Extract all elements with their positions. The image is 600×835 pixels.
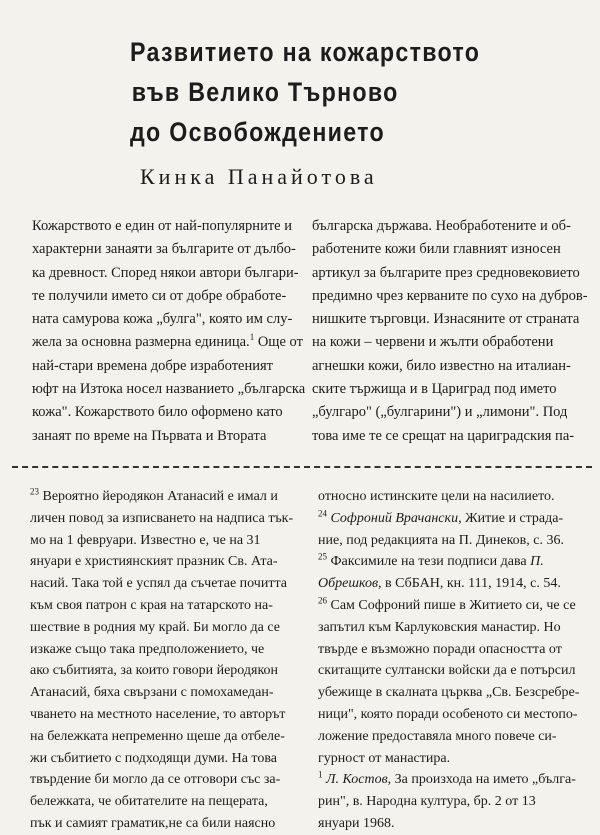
article-author: Кинка Панайотова	[140, 164, 378, 189]
body-line: артикул за българите през средновековието	[312, 264, 580, 281]
body-line: ната самурова кожа „булга", която им слу-	[32, 311, 293, 328]
footnote-line: гурност от манастира.	[318, 750, 451, 766]
footnote-text: Факсимиле на тези подписи дава	[330, 554, 527, 570]
body-line: те получили името си от добре обработе-	[32, 287, 287, 304]
body-line-text: жела за основна размерна единица.	[32, 334, 250, 351]
body-line: българска държава. Необработените и об-	[312, 218, 571, 234]
footnote-line: бележката, че обитателите на пещерата,	[30, 794, 268, 810]
footnote-line: ложение предоставяла много повече си-	[318, 728, 557, 744]
footnote-text: Вероятно йеродякон Атанасий е имал и	[42, 489, 278, 504]
footnote-line	[318, 595, 586, 617]
footnote-line: скитащите султански войски да е потърсил	[318, 663, 576, 679]
body-line: юфт на Изтока носел названието „българска	[32, 381, 306, 398]
title-line-2: във Велико Търново	[131, 77, 399, 107]
body-line: ка древност. Според някои автори българи-	[32, 264, 299, 281]
body-line-text: Още от	[254, 334, 303, 351]
footnote-line: твърде е възможно поради опасността от	[318, 641, 562, 657]
footnote-line: януари 1968.	[318, 815, 395, 831]
body-line: на кожи – червени и жълти обработени	[312, 334, 554, 351]
footnote-line: рин", в. Народна култура, бр. 2 от 13	[318, 794, 536, 810]
footnote-line: запътил към Карлуковския манастир. Но	[318, 619, 561, 635]
footnote-ref: 1	[249, 332, 255, 343]
footnote-line	[318, 551, 586, 573]
footnote-line: ници", която поради особеното си местопо-	[318, 706, 578, 722]
footnote-line: убежище в скалната църква „Св. Безсребре-	[318, 685, 580, 701]
footnote-line	[318, 573, 586, 595]
footnote-line: чването на местното население, то авторът	[30, 706, 286, 722]
body-line: кожа". Кожарството било оформено като	[32, 404, 283, 421]
footnote-text: , Житие и страда-	[458, 510, 564, 526]
body-line: предимно чрез керваните по сухо на дубров-	[312, 287, 588, 304]
footnote-number: 26	[318, 595, 327, 606]
body-line: Кожарството е един от най-популярните и	[32, 218, 292, 234]
footnote-number: 1	[318, 769, 323, 780]
footnote-text: , в СбБАН, кн. 111, 1914, с. 54.	[378, 576, 561, 592]
footnote-line: изкаже също така предположението, че	[30, 641, 265, 657]
footnote-line: ако събитията, за които говори йеродякон	[30, 663, 279, 679]
footnotes-right	[318, 486, 586, 835]
body-column-left	[32, 215, 306, 448]
footnote-line: на бележката непременно щеше да отбеле-	[30, 728, 285, 744]
title-line-3: до Освобождението	[130, 117, 385, 147]
body-line: това име те се срещат на цариградския па-	[312, 427, 575, 444]
footnote-line: Атанасий, бяха свързани с помохамедан-	[30, 685, 274, 701]
footnote-line	[30, 486, 300, 508]
body-column-right	[312, 215, 588, 448]
body-line: нишките търговци. Изнасяните от страната	[312, 311, 580, 328]
footnote-author: Обрешков	[318, 576, 379, 592]
footnote-author: П.	[530, 554, 544, 570]
body-line: агнешки кожи, било известно на италиан-	[312, 357, 571, 374]
footnote-line: януари е християнският празник Св. Ата-	[30, 554, 278, 570]
body-line: ските тържища и в Цариград под името	[312, 381, 557, 398]
body-line: характерни занаяти за българите от дълбо-	[32, 241, 296, 258]
footnote-line: личен повод за изписването на надписа тък-	[30, 510, 294, 526]
footnote-line: насий. Така той е успял да съчетае почитта	[30, 576, 287, 592]
footnote-number: 25	[318, 551, 327, 562]
footnote-line: към своя патрон с края на татарското на-	[30, 597, 273, 613]
footnote-line: мо на 1 февруари. Известно е, че на 31	[30, 532, 261, 548]
footnote-number: 23	[30, 486, 39, 497]
title-line-1: Развитието на кожарството	[130, 37, 481, 67]
footnote-line: шествие в родния му край. Би могло да се	[30, 619, 280, 635]
footnote-divider	[12, 466, 592, 468]
footnote-text: , За произхода на името „бълга-	[387, 772, 576, 788]
footnote-line: ние, под редакцията на П. Динеков, с. 36.	[318, 532, 564, 548]
body-line: „булгаро" („булгарини") и „лимони". Под	[312, 404, 568, 421]
footnote-text: Сам Софроний пише в Житието си, че се	[330, 597, 576, 613]
footnote-author: Л. Костов	[326, 772, 388, 788]
footnote-author: Софроний Врачански	[330, 510, 459, 526]
footnote-line	[318, 769, 586, 791]
footnote-line: жи събитието с подходящи думи. На това	[30, 750, 278, 766]
body-line: най-стари времена добре изработеният	[32, 357, 273, 374]
footnote-line: твърдение би могло да се отговори със за-	[30, 772, 281, 788]
footnote-line: относно истинските цели на насилието.	[318, 489, 555, 504]
body-line: работените кожи били главният износен	[312, 241, 561, 258]
body-line: занаят по време на Първата и Втората	[32, 427, 267, 444]
body-line	[32, 331, 303, 354]
footnote-line: пък и самият граматик,не са били наясно	[30, 815, 276, 831]
footnote-line	[318, 508, 586, 530]
article-title	[130, 32, 500, 152]
footnote-number: 24	[318, 508, 327, 519]
footnotes-left	[30, 486, 300, 835]
